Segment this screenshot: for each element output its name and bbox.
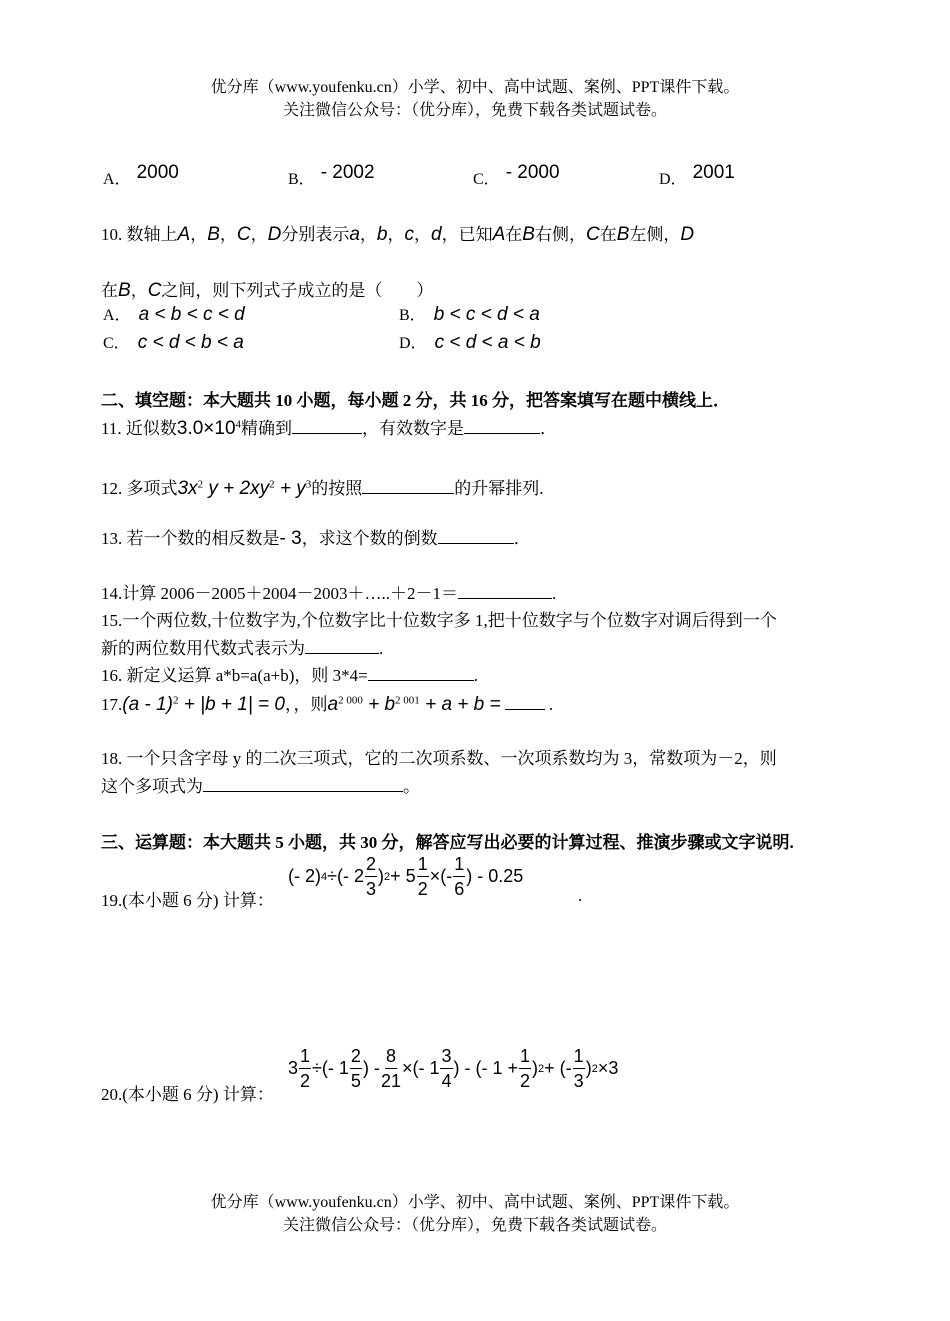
q20-frac-3: $\frac{8}{21}$ xyxy=(380,1046,401,1091)
q10-option-d: D． c < d < a < b xyxy=(399,332,541,353)
q19-label: 19.(本小题 6 分) 计算： xyxy=(101,891,274,910)
q11-blank-1[interactable] xyxy=(292,418,362,434)
q9-option-a: A． 2000 xyxy=(103,162,179,188)
q16: 16. 新定义运算 a*b=a(a+b)，则 3*4= . xyxy=(101,666,478,685)
q11: 11. 近似数$3.0\times 10^4$精确到 ，有效数字是 ． xyxy=(101,418,558,439)
q12: 12. 多项式$3x^2$ $y + 2xy^2 + y^3$的按照 的升幂排列. xyxy=(101,478,544,499)
header-line-2: 关注微信公众号：（优分库），免费下载各类试题试卷。 xyxy=(282,102,667,119)
q19-period: . xyxy=(578,886,583,905)
q20-frac-1: $\frac{1}{2}$ xyxy=(300,1046,311,1091)
q9-option-c: C． - 2000 xyxy=(473,162,560,188)
q9-option-b: B． - 2002 xyxy=(288,162,375,188)
footer-line-2: 关注微信公众号：（优分库），免费下载各类试题试卷。 xyxy=(282,1217,667,1234)
q19-expression: (- 2) 4 ÷(- 2 $\frac{2}{3}$ ) 2 + 5 $\frac{1}{2}$ ×(- $\frac{1}{6}$ ) - 0.25 xyxy=(288,854,524,899)
q20-label: 20.(本小题 6 分) 计算： xyxy=(101,1085,274,1104)
footer-line-1: 优分库（www.youfenku.cn）小学、初中、高中试题、案例、PPT课件下载。 xyxy=(210,1194,740,1211)
q10-line-2: 在B，C之间，则下列式子成立的是（ ） xyxy=(101,280,434,301)
q19-frac-3: $\frac{1}{6}$ xyxy=(454,854,465,899)
q20-frac-4: $\frac{3}{4}$ xyxy=(441,1046,452,1091)
section-2-title: 二、填空题：本大题共 10 小题，每小题 2 分，共 16 分，把答案填写在题中横线上． xyxy=(101,391,730,410)
q19-frac-2: $\frac{1}{2}$ xyxy=(417,854,428,899)
q19-frac-1: $\frac{2}{3}$ xyxy=(366,854,377,899)
header-line-1: 优分库（www.youfenku.cn）小学、初中、高中试题、案例、PPT课件下载。 xyxy=(210,79,740,96)
q9-option-d: D． 2001 xyxy=(659,162,735,188)
q20-frac-2: $\frac{2}{5}$ xyxy=(350,1046,361,1091)
q17-blank[interactable] xyxy=(505,694,545,710)
q17: 17.(a - 1)$^2$ + |b + 1| = 0，，则$a^{2 000} + b^{2 001} + a + b$ = . xyxy=(101,694,554,715)
q14-blank[interactable] xyxy=(458,583,552,599)
q10-option-c: C． c < d < b < a xyxy=(103,332,244,353)
q15-line-1: 15.一个两位数,十位数字为,个位数字比十位数字多 1,把十位数字与个位数字对调后得到一个 xyxy=(101,611,777,630)
q20-expression: 3 $\frac{1}{2}$ ÷(- 1 $\frac{2}{5}$ ) - $\frac{8}{21}$ ×(- 1 $\frac{3}{4}$ ) - (- 1 + $\frac{1}{2}$ ) 2 + (- $\frac{1}{3}$ ) 2 ×3 xyxy=(288,1046,619,1091)
q13: 13. 若一个数的相反数是- 3，求这个数的倒数 ． xyxy=(101,528,531,549)
q20-frac-6: $\frac{1}{3}$ xyxy=(573,1046,584,1091)
q10-option-a: A． a < b < c < d xyxy=(103,304,245,325)
q12-blank[interactable] xyxy=(362,478,454,494)
q13-blank[interactable] xyxy=(438,528,514,544)
q15-blank[interactable] xyxy=(305,638,379,654)
q10-line-1: 10. 数轴上A，B，C，D分别表示a，b，c，d，已知A在B右侧，C在B左侧，D xyxy=(101,224,695,245)
q10-option-b: B． b < c < d < a xyxy=(399,304,540,325)
q18-blank[interactable] xyxy=(203,776,403,792)
q14: 14.计算 2006－2005＋2004－2003＋…..＋2－1＝ . xyxy=(101,584,557,603)
q11-blank-2[interactable] xyxy=(464,418,540,434)
q18-line-1: 18. 一个只含字母 y 的二次三项式，它的二次项系数、一次项系数均为 3，常数项为－2，则 xyxy=(101,749,777,768)
q15-line-2: 新的两位数用代数式表示为 . xyxy=(101,639,384,658)
q20-frac-5: $\frac{1}{2}$ xyxy=(520,1046,531,1091)
q16-blank[interactable] xyxy=(368,665,474,681)
q18-line-2: 这个多项式为 。 xyxy=(101,777,420,796)
section-3-title: 三、运算题：本大题共 5 小题，共 30 分，解答应写出必要的计算过程、推演步骤或文字说明. xyxy=(101,833,794,852)
